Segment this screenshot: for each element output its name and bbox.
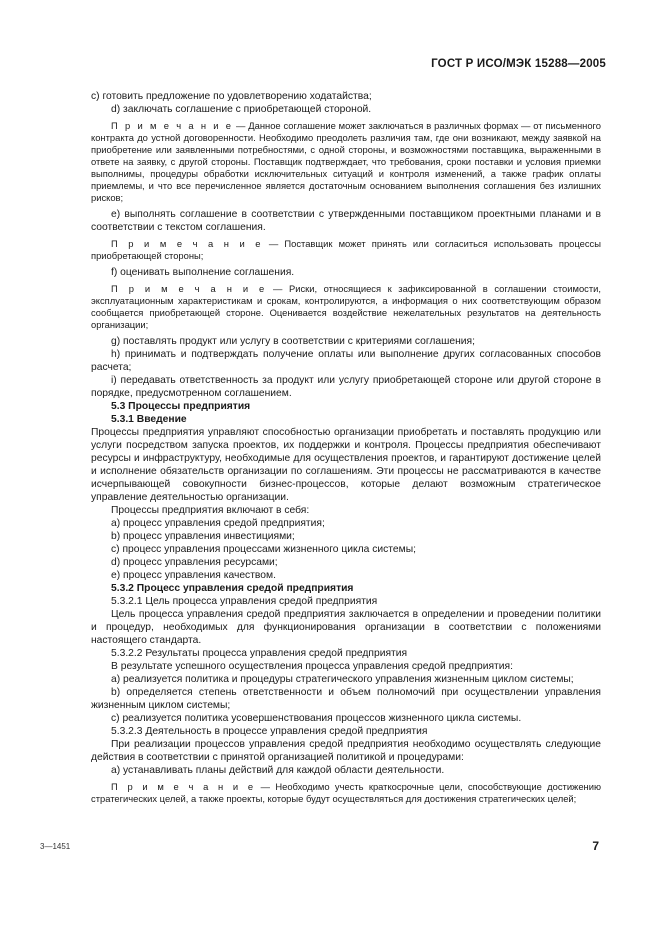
- intro-paragraph-1: Процессы предприятия управляют способностью организации приобретать и поставлять продукцию или услуги посредством запуска проектов, их поддержки и контроля. Процессы предприятия обеспечивают ресурсы и инфраструктуру, необходимые для осуществления проектов, и гарантируют достижение целей и исполнение обязательств организации по соглашениям. Эти процессы не рассматриваются в качестве исчерпывающей совокупности бизнес-процессов, которые делают возможным стратегическое управление деятельностью организации.: [91, 427, 601, 503]
- note-2: [91, 238, 601, 262]
- list-item-f: f) оценивать выполнение соглашения.: [111, 267, 295, 278]
- list-item-d2: d) процесс управления ресурсами;: [111, 557, 278, 568]
- intro-paragraph-2: Процессы предприятия включают в себя:: [111, 505, 310, 516]
- note-text: — Риски, относящиеся к зафиксированной в соглашении стоимости, эксплуатационным характеристикам и срокам, контролируются, а информация о них соответствующим образом сообщается приобретающей стороне. Оценивается воздействие нежелательных результатов на деятельность организации;: [91, 283, 601, 330]
- list-item-h: h) принимать и подтверждать получение оплаты или выполнение других согласованных способов расчета;: [91, 349, 601, 373]
- note-3: [91, 283, 601, 331]
- list-item-c2: c) процесс управления процессами жизненного цикла системы;: [111, 544, 416, 555]
- footer-code: 3—1451: [40, 842, 71, 851]
- page-number: 7: [592, 839, 599, 853]
- note-label: П р и м е ч а н и е: [111, 120, 234, 131]
- list-item-a: a) процесс управления средой предприятия;: [111, 518, 325, 529]
- result-b: b) определяется степень ответственности и объем полномочий при осуществлении управления жизненным циклом системы;: [91, 687, 601, 711]
- note-1: [91, 120, 601, 204]
- results-intro: В результате успешного осуществления процесса управления средой предприятия:: [111, 661, 513, 672]
- result-c: c) реализуется политика усовершенствования процессов жизненного цикла системы.: [111, 713, 522, 724]
- note-label: П р и м е ч а н и е: [111, 283, 267, 294]
- subheading-5-3-2-3: 5.3.2.3 Деятельность в процессе управления средой предприятия: [111, 726, 428, 737]
- activity-intro: При реализации процессов управления средой предприятия необходимо осуществлять следующие действия в соответствии с принятой организацией политикой и процедурами:: [91, 739, 601, 763]
- page-content: [91, 90, 601, 809]
- list-item-c: c) готовить предложение по удовлетворению ходатайства;: [91, 91, 372, 102]
- note-4: [91, 781, 601, 805]
- list-item-g: g) поставлять продукт или услугу в соответствии с критериями соглашения;: [111, 336, 475, 347]
- result-a: a) реализуется политика и процедуры стратегического управления жизненным циклом системы;: [111, 674, 574, 685]
- purpose-paragraph: Цель процесса управления средой предприятия заключается в определении и проведении политики и процедур, необходимых для функционирования организации в соответствии с положениями настоящего стандарта.: [91, 609, 601, 646]
- list-item-b: b) процесс управления инвестициями;: [111, 531, 295, 542]
- list-item-e: e) выполнять соглашение в соответствии с утвержденными поставщиком проектными планами и в соответствии с текстом соглашения.: [91, 209, 601, 233]
- activity-a: a) устанавливать планы действий для каждой области деятельности.: [111, 765, 445, 776]
- note-text: — Поставщик может принять или согласиться использовать процессы приобретающей стороны;: [91, 238, 601, 261]
- note-label: П р и м е ч а н и е: [111, 781, 256, 792]
- list-item-d: d) заключать соглашение с приобретающей стороной.: [111, 104, 372, 115]
- standard-header: ГОСТ Р ИСО/МЭК 15288—2005: [431, 58, 606, 70]
- subheading-5-3-2-1: 5.3.2.1 Цель процесса управления средой предприятия: [111, 596, 378, 607]
- section-heading-5-3-2: 5.3.2 Процесс управления средой предприятия: [111, 583, 354, 594]
- subheading-5-3-2-2: 5.3.2.2 Результаты процесса управления средой предприятия: [111, 648, 408, 659]
- section-heading-5-3: 5.3 Процессы предприятия: [111, 401, 251, 412]
- list-item-i: i) передавать ответственность за продукт или услугу приобретающей стороне или другой стороне в порядке, предусмотренном соглашением.: [91, 375, 601, 399]
- section-heading-5-3-1: 5.3.1 Введение: [111, 414, 187, 425]
- note-text: — Данное соглашение может заключаться в различных формах — от письменного контракта до устной договоренности. Необходимо преодолеть различия там, где они возникают, между заявкой на приобретение или заявленными потребностями, с одной стороны, и возможностями поставщика, выраженными в ответе на заявку, с другой стороны. Поставщик подтверждает, что требования, сроки поставки и условия приемки выполнимы, процедуры обработки исключительных ситуаций и контроля изменений, а также график оплаты приемлемы, и что все перечисленное является достаточным основанием выполнения соглашения без излишних рисков;: [91, 120, 601, 203]
- note-text: — Необходимо учесть краткосрочные цели, способствующие достижению стратегических целей, а также проекты, которые будут осуществляться для достижения стратегических целей;: [91, 781, 601, 804]
- note-label: П р и м е ч а н и е: [111, 238, 263, 249]
- list-item-e2: e) процесс управления качеством.: [111, 570, 276, 581]
